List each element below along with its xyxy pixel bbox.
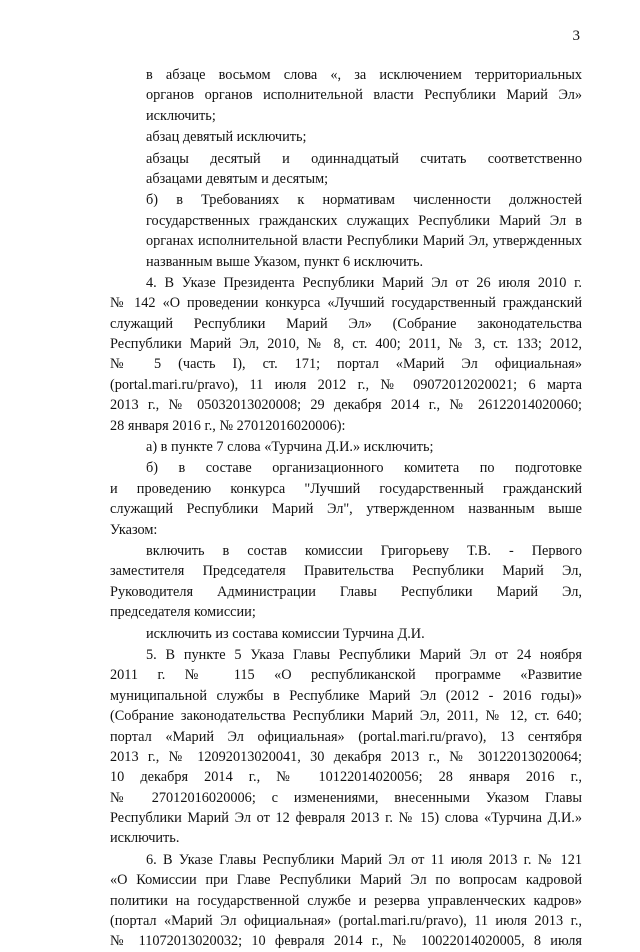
text-line: 4. В Указе Президента Республики Марий Эл от 26 июля 2010 г. bbox=[146, 274, 582, 291]
paragraph bbox=[110, 458, 582, 540]
text-line: 6. В Указе Главы Республики Марий Эл от 11 июля 2013 г. № 121 bbox=[146, 851, 582, 868]
text-line: исключить. bbox=[110, 830, 180, 847]
text-line: 10 декабря 2014 г., № 10122014020056; 28 января 2016 г., bbox=[110, 769, 582, 786]
document-body bbox=[110, 65, 582, 952]
text-line: политики на государственной службе и резерва управленческих кадров» bbox=[110, 892, 582, 909]
text-line: исключить; bbox=[146, 107, 216, 124]
text-line: абзац девятый исключить; bbox=[146, 129, 307, 146]
paragraph bbox=[110, 149, 582, 190]
text-line: органах исполнительной власти Республики Марий Эл, утвержденных bbox=[146, 233, 582, 250]
text-line: б) в составе организационного комитета по подготовке bbox=[146, 460, 582, 477]
text-line: 5. В пункте 5 Указа Главы Республики Марий Эл от 24 ноября bbox=[146, 646, 582, 663]
text-line: (портал «Марий Эл официальная» (portal.mari.ru/pravo), 11 июля 2013 г., bbox=[110, 913, 582, 930]
text-line: в абзаце восьмом слова «, за исключением территориальных bbox=[146, 67, 582, 83]
text-line: а) в пункте 7 слова «Турчина Д.И.» исключить; bbox=[146, 439, 434, 456]
text-line: названным выше Указом, пункт 6 исключить. bbox=[146, 253, 424, 270]
text-line: «О Комиссии при Главе Республики Марий Эл по вопросам кадровой bbox=[110, 872, 582, 889]
text-line: № 11072013020032; 10 февраля 2014 г., № 10022014020005, 8 июля bbox=[110, 933, 582, 950]
paragraph bbox=[110, 645, 582, 849]
paragraph bbox=[110, 624, 582, 644]
text-line: 28 января 2016 г., № 27012016020006): bbox=[110, 417, 346, 434]
paragraph bbox=[110, 190, 582, 272]
text-line: органов органов исполнительной власти Республики Марий Эл» bbox=[146, 87, 582, 104]
text-line: и проведению конкурса "Лучший государственный гражданский bbox=[110, 480, 582, 497]
paragraph bbox=[110, 127, 582, 147]
text-line: Республики Марий Эл от 12 февраля 2013 г. № 15) слова «Турчина Д.И.» bbox=[110, 810, 582, 827]
text-line: Республики Марий Эл, 2010, № 8, ст. 400; 2011, № 3, ст. 133; 2012, bbox=[110, 336, 582, 353]
text-line: 2013 г., № 12092013020041, 30 декабря 2013 г., № 30122013020064; bbox=[110, 748, 582, 765]
text-line: № 27012016020006; с изменениями, внесенными Указом Главы bbox=[110, 789, 582, 806]
paragraph bbox=[110, 541, 582, 623]
text-line: служащий Республики Марий Эл", утвержденном названным выше bbox=[110, 501, 582, 518]
text-line: портал «Марий Эл официальная» (portal.mari.ru/pravo), 13 сентября bbox=[110, 728, 582, 745]
text-line: включить в состав комиссии Григорьеву Т.В. - Первого bbox=[146, 542, 582, 559]
text-line: 2011 г. № 115 «О республиканской программе «Развитие bbox=[110, 667, 582, 684]
text-line: государственных гражданских служащих Республики Марий Эл в bbox=[146, 212, 582, 229]
text-line: абзацами девятым и десятым; bbox=[146, 170, 329, 187]
paragraph bbox=[110, 65, 582, 126]
text-line: заместителя Председателя Правительства Республики Марий Эл, bbox=[110, 563, 582, 580]
text-line: председателя комиссии; bbox=[110, 604, 256, 621]
text-line: № 5 (часть I), ст. 171; портал «Марий Эл официальная» bbox=[110, 356, 582, 373]
text-line: № 142 «О проведении конкурса «Лучший государственный гражданский bbox=[110, 295, 582, 312]
text-line: служащий Республики Марий Эл» (Собрание законодательства bbox=[110, 315, 582, 332]
paragraph bbox=[110, 273, 582, 436]
text-line: Указом: bbox=[110, 521, 158, 538]
paragraph bbox=[110, 437, 582, 457]
text-line: б) в Требованиях к нормативам численности должностей bbox=[146, 192, 582, 209]
text-line: (Собрание законодательства Республики Марий Эл, 2011, № 12, ст. 640; bbox=[110, 708, 582, 725]
text-line: (portal.mari.ru/pravo), 11 июля 2012 г., № 09072012020021; 6 марта bbox=[110, 376, 582, 393]
text-line: Руководителя Администрации Главы Республики Марий Эл, bbox=[110, 583, 582, 600]
page-number: 3 bbox=[572, 28, 580, 44]
text-line: абзацы десятый и одиннадцатый считать соответственно bbox=[146, 150, 582, 167]
text-line: исключить из состава комиссии Турчина Д.И. bbox=[146, 625, 425, 642]
text-line: муниципальной службы в Республике Марий Эл (2012 - 2016 годы)» bbox=[110, 687, 582, 704]
paragraph bbox=[110, 850, 582, 952]
text-line: 2013 г., № 05032013020008; 29 декабря 2014 г., № 26122014020060; bbox=[110, 397, 582, 414]
